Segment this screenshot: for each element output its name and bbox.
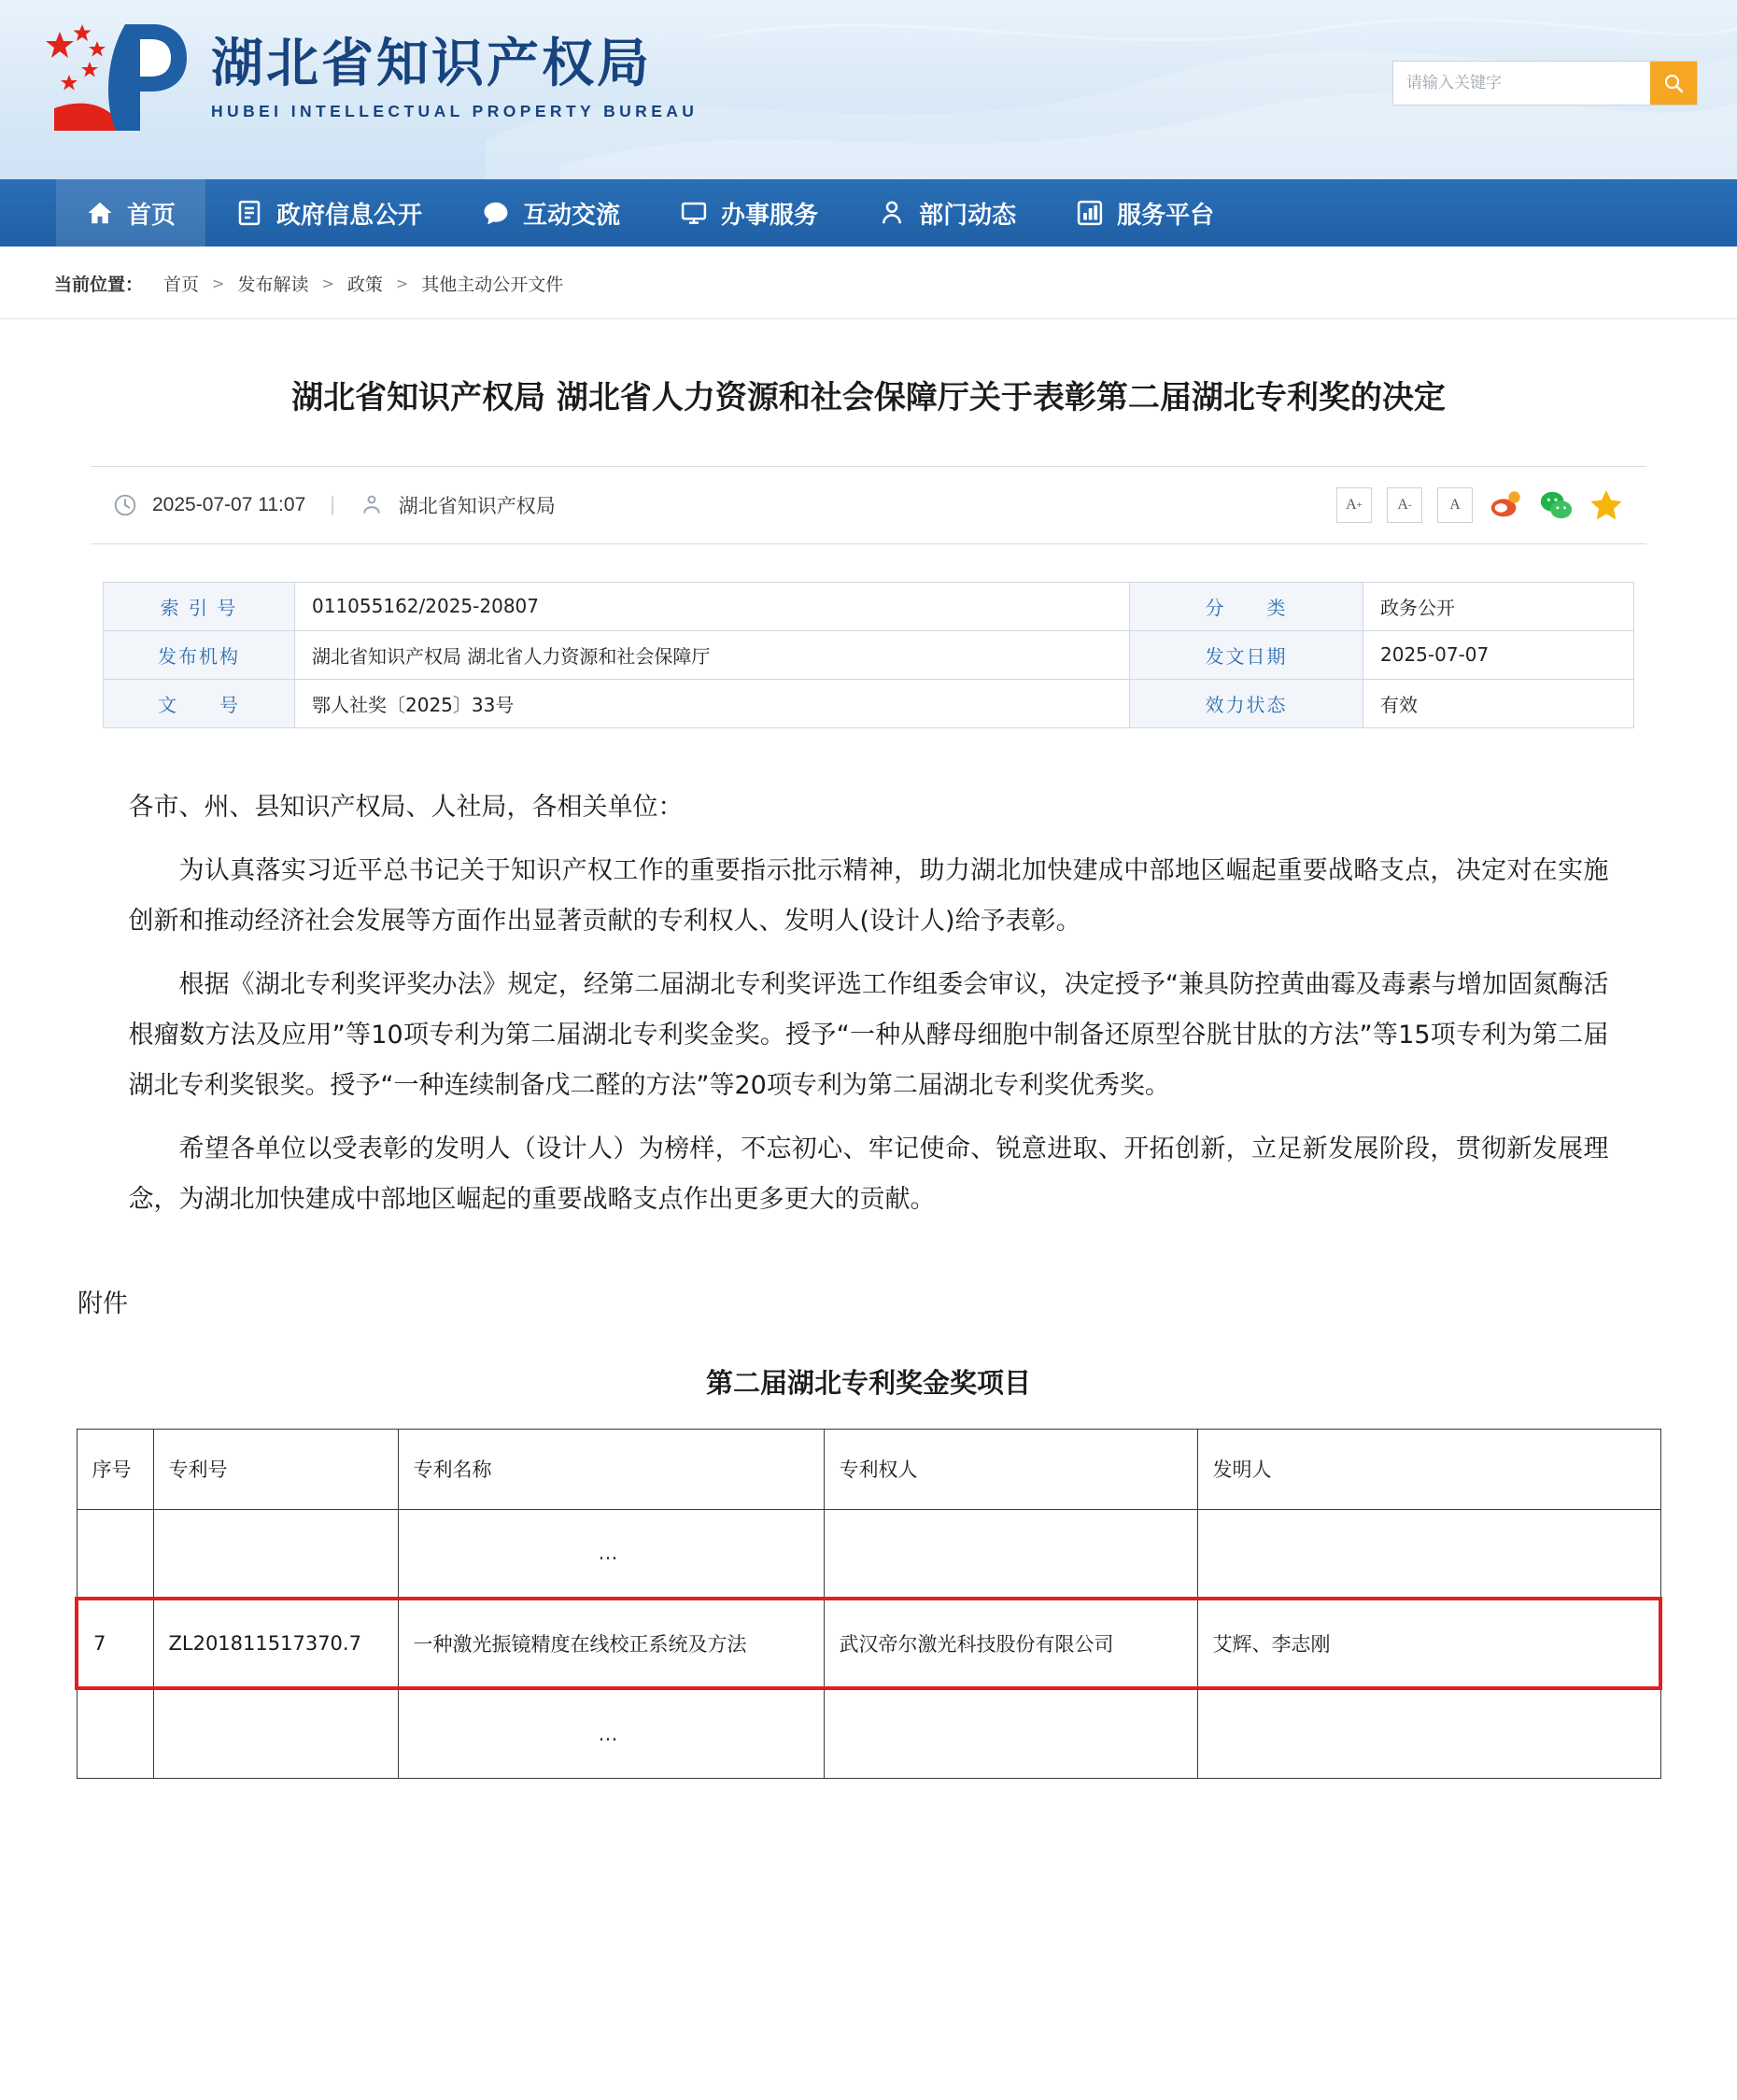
info-value: 鄂人社奖〔2025〕33号 xyxy=(295,679,1130,727)
info-key: 索 引 号 xyxy=(104,582,295,630)
nav-item-platform[interactable] xyxy=(1046,179,1244,247)
info-value: 湖北省知识产权局 湖北省人力资源和社会保障厅 xyxy=(295,630,1130,679)
font-size-label: A xyxy=(1397,496,1408,513)
chat-icon xyxy=(482,199,510,227)
column-header-patent-owner: 专利权人 xyxy=(824,1429,1197,1509)
cell-index: 7 xyxy=(77,1599,153,1688)
paragraph-salutation: 各市、州、县知识产权局、人社局，各相关单位： xyxy=(128,792,684,822)
info-value: 011055162/2025-20807 xyxy=(295,582,1130,630)
nav-item-gov-info[interactable] xyxy=(205,179,452,247)
patent-award-table xyxy=(75,1429,1662,1779)
cell-inventor: 艾辉、李志刚 xyxy=(1197,1599,1660,1688)
chart-icon xyxy=(1076,199,1104,227)
breadcrumb-separator: > xyxy=(321,275,334,292)
paragraph-1: 为认真落实习近平总书记关于知识产权工作的重要指示批示精神，助力湖北加快建成中部地区崛起重要战略支点，决定对在实施创新和推动经济社会发展等方面作出显著贡献的专利权人、发明人(设计人)给予表彰。 xyxy=(128,855,1609,936)
document-info-table xyxy=(103,582,1634,728)
column-header-patent-name: 专利名称 xyxy=(398,1429,824,1509)
search-button[interactable] xyxy=(1650,62,1697,105)
nav-label-home: 首页 xyxy=(127,201,177,230)
column-header-index: 序号 xyxy=(77,1429,153,1509)
paragraph-3: 希望各单位以受表彰的发明人（设计人）为榜样，不忘初心、牢记使命、锐意进取、开拓创新，立足新发展阶段，贯彻新发展理念，为湖北加快建成中部地区崛起的重要战略支点作出更多更大的贡献。 xyxy=(128,1134,1609,1214)
cell-empty xyxy=(77,1509,153,1599)
column-header-inventor: 发明人 xyxy=(1197,1429,1660,1509)
table-header-row xyxy=(77,1429,1660,1509)
weibo-icon[interactable] xyxy=(1488,487,1523,523)
logo-title-cn: 湖北省知识产权局 xyxy=(211,34,652,95)
source-icon xyxy=(360,493,384,517)
breadcrumb-item-3[interactable]: 其他主动公开文件 xyxy=(421,275,564,295)
article-body xyxy=(129,782,1609,1225)
page-title: 湖北省知识产权局 湖北省人力资源和社会保障厅关于表彰第二届湖北专利奖的决定 xyxy=(291,379,1446,416)
breadcrumb-item-2[interactable]: 政策 xyxy=(346,275,383,295)
attachment-title: 第二届湖北专利奖金奖项目 xyxy=(705,1366,1031,1399)
clock-icon xyxy=(113,493,137,517)
table-row xyxy=(104,630,1634,679)
breadcrumb xyxy=(0,247,1737,319)
user-icon xyxy=(878,199,906,227)
search-input[interactable] xyxy=(1393,62,1650,105)
breadcrumb-item-1[interactable]: 发布解读 xyxy=(237,275,309,295)
nav-label-interaction: 互动交流 xyxy=(523,201,621,230)
info-value: 有效 xyxy=(1363,679,1634,727)
cell-empty xyxy=(153,1688,398,1778)
breadcrumb-separator: > xyxy=(212,275,225,292)
search-icon xyxy=(1662,72,1685,94)
info-key: 发文日期 xyxy=(1130,630,1363,679)
nav-item-interaction[interactable] xyxy=(452,179,650,247)
search-box[interactable] xyxy=(1392,61,1698,106)
article-meta-bar xyxy=(91,466,1646,544)
cell-ellipsis: … xyxy=(398,1688,824,1778)
font-size-large-button[interactable]: A + xyxy=(1336,487,1372,523)
monitor-icon xyxy=(680,199,708,227)
cell-empty xyxy=(1197,1688,1660,1778)
cell-empty xyxy=(77,1688,153,1778)
info-value: 政务公开 xyxy=(1363,582,1634,630)
paragraph-2: 根据《湖北专利奖评奖办法》规定，经第二届湖北专利奖评选工作组委会审议，决定授予“兼具防控黄曲霉及毒素与增加固氮酶活根瘤数方法及应用”等10项专利为第二届湖北专利奖金奖。授予“一种从酵母细胞中制备还原型谷胱甘肽的方法”等15项专利为第二届湖北专利奖银奖。授予“一种连续制备戊二醛的方法”等20项专利为第二届湖北专利奖优秀奖。 xyxy=(128,969,1609,1100)
nav-item-services[interactable] xyxy=(650,179,848,247)
article xyxy=(61,319,1676,1835)
cell-empty xyxy=(1197,1509,1660,1599)
hubei-ip-logo-icon xyxy=(35,19,194,138)
publish-source: 湖北省知识产权局 xyxy=(398,495,556,517)
publish-datetime: 2025-07-07 11:07 xyxy=(152,493,306,515)
cell-patent-name: 一种激光振镜精度在线校正系统及方法 xyxy=(398,1599,824,1688)
table-row xyxy=(104,679,1634,727)
nav-label-services: 办事服务 xyxy=(721,201,819,230)
nav-item-home[interactable] xyxy=(56,179,205,247)
font-size-label: A xyxy=(1346,496,1357,513)
logo-title-en: HUBEI INTELLECTUAL PROPERTY BUREAU xyxy=(211,101,699,120)
home-icon xyxy=(86,199,114,227)
info-key: 效力状态 xyxy=(1130,679,1363,727)
site-header xyxy=(0,0,1737,179)
font-size-medium-button[interactable]: A - xyxy=(1387,487,1422,523)
attachment-label: 附件 xyxy=(78,1289,128,1318)
table-row-ellipsis-bottom xyxy=(77,1688,1660,1778)
font-size-label: A xyxy=(1449,496,1461,513)
cell-empty xyxy=(153,1509,398,1599)
document-icon xyxy=(235,199,263,227)
font-size-default-button[interactable] xyxy=(1437,487,1473,523)
cell-patent-owner: 武汉帝尔激光科技股份有限公司 xyxy=(824,1599,1197,1688)
info-key: 文 号 xyxy=(104,679,295,727)
nav-label-platform: 服务平台 xyxy=(1117,201,1215,230)
cell-empty xyxy=(824,1688,1197,1778)
wechat-icon[interactable] xyxy=(1538,487,1574,523)
table-row-ellipsis-top xyxy=(77,1509,1660,1599)
info-key: 发布机构 xyxy=(104,630,295,679)
main-navigation[interactable] xyxy=(0,179,1737,247)
breadcrumb-item-0[interactable]: 首页 xyxy=(163,275,200,295)
breadcrumb-label: 当前位置： xyxy=(54,275,144,295)
info-value: 2025-07-07 xyxy=(1363,630,1634,679)
nav-label-gov-info: 政府信息公开 xyxy=(276,201,423,230)
table-row-highlighted xyxy=(77,1599,1660,1688)
meta-divider: | xyxy=(330,493,335,515)
favorite-star-icon[interactable] xyxy=(1589,487,1624,523)
table-row xyxy=(104,582,1634,630)
site-logo[interactable] xyxy=(35,19,698,138)
cell-patent-no: ZL201811517370.7 xyxy=(153,1599,398,1688)
column-header-patent-no: 专利号 xyxy=(153,1429,398,1509)
info-key: 分 类 xyxy=(1130,582,1363,630)
cell-empty xyxy=(824,1509,1197,1599)
nav-label-department-news: 部门动态 xyxy=(919,201,1017,230)
nav-item-department-news[interactable] xyxy=(848,179,1046,247)
breadcrumb-separator: > xyxy=(395,275,409,292)
cell-ellipsis: … xyxy=(398,1509,824,1599)
